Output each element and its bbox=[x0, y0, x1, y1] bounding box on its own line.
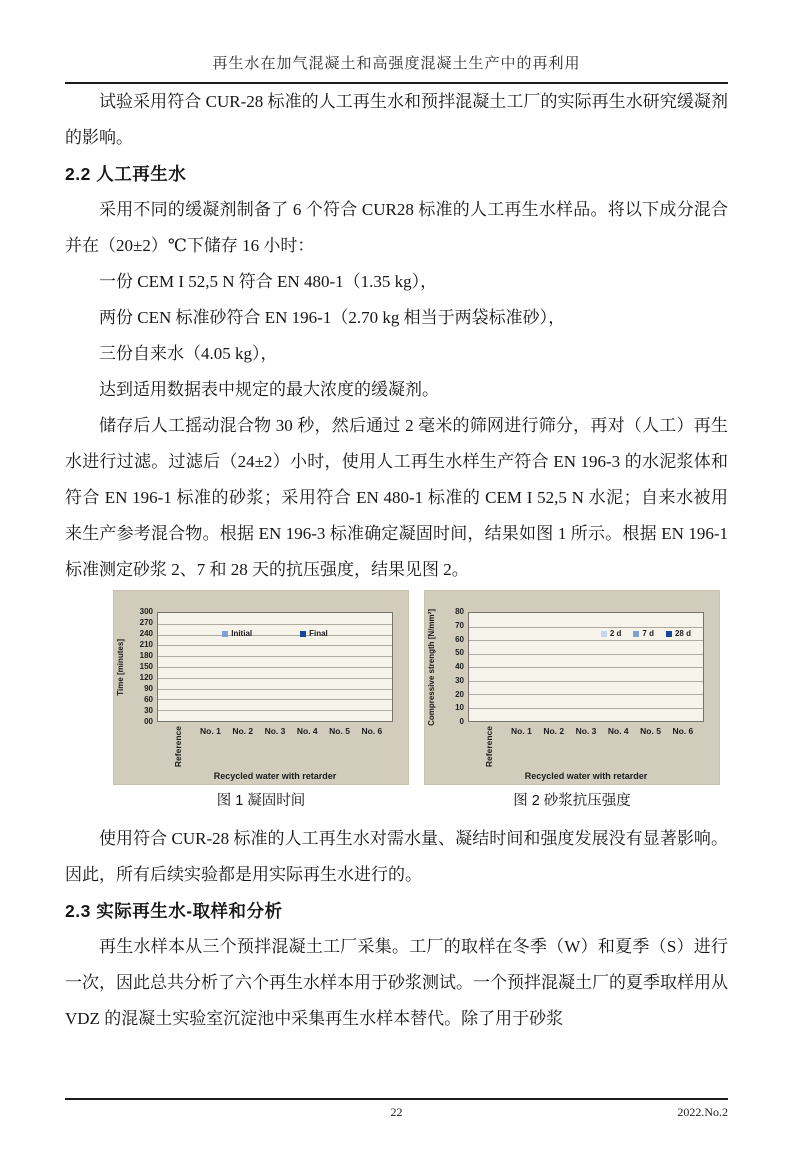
y-tick-label: 0 bbox=[459, 717, 464, 726]
issue-label: 2022.No.2 bbox=[677, 1105, 728, 1119]
figures-row bbox=[113, 590, 728, 785]
storage-paragraph: 储存后人工摇动混合物 30 秒，然后通过 2 毫米的筛网进行筛分，再对（人工）再生水进行过滤。过滤后（24±2）小时，使用人工再生水样生产符合 EN 196-3 的水泥浆体和符合 EN 196-1 标准的砂浆；采用符合 EN 480-1 标准的 CEM I 52,5 N 水泥；自来水被用来生产参考混合物。根据 EN 196-3 标准确定凝固时间，结果如图 1 所示。根据 EN 196-1 标准测定砂浆 2、7 和 28 天的抗压强度，结果见图 2。 bbox=[65, 416, 728, 579]
x-category-text: No. 4 bbox=[607, 726, 629, 736]
legend-label: 7 d bbox=[642, 629, 654, 638]
x-category-text: Reference bbox=[173, 726, 184, 768]
figure-2-compressive-strength-chart bbox=[424, 590, 720, 785]
figure-2-caption: 图 2 砂浆抗压强度 bbox=[513, 793, 631, 809]
page-footer bbox=[65, 1098, 728, 1124]
figure-1-setting-time-chart bbox=[113, 590, 409, 785]
section-heading-2-2: 2.2 人工再生水 bbox=[65, 164, 187, 184]
y-tick-label: 240 bbox=[139, 629, 153, 638]
y-tick-label: 30 bbox=[144, 706, 153, 715]
y-tick-label: 90 bbox=[144, 684, 153, 693]
y-tick-label: 80 bbox=[455, 607, 464, 616]
y-tick-label: 60 bbox=[455, 634, 464, 644]
article-body bbox=[65, 84, 728, 1037]
figure-1-caption: 图 1 凝固时间 bbox=[216, 793, 306, 809]
legend-label: 28 d bbox=[674, 629, 691, 638]
y-tick-label: 180 bbox=[139, 651, 153, 660]
y-tick-label: 150 bbox=[139, 662, 153, 671]
x-category-text: No. 2 bbox=[232, 726, 254, 736]
y-tick-label: 120 bbox=[139, 673, 153, 682]
x-category-text: No. 5 bbox=[329, 726, 350, 736]
x-category-text: No. 1 bbox=[200, 726, 221, 736]
y-tick-label: 10 bbox=[455, 703, 464, 713]
y-tick-label: 50 bbox=[455, 648, 464, 658]
y-axis-label-text: Time [minutes] bbox=[116, 638, 125, 696]
legend-label: Initial bbox=[231, 629, 253, 638]
intro-paragraph: 试验采用符合 CUR-28 标准的人工再生水和预拌混凝土工厂的实际再生水研究缓凝剂的影响。 bbox=[65, 92, 728, 147]
y-tick-label: 300 bbox=[139, 607, 153, 616]
prepare-paragraph: 采用不同的缓凝剂制备了 6 个符合 CUR28 标准的人工再生水样品。将以下成分混合并在（20±2）℃下储存 16 小时： bbox=[65, 200, 728, 255]
bars-container bbox=[158, 613, 392, 721]
document-page bbox=[0, 52, 793, 1174]
x-category-text: No. 3 bbox=[264, 726, 286, 736]
y-tick-label: 30 bbox=[455, 675, 464, 685]
page-number: 22 bbox=[390, 1105, 403, 1119]
x-category-text: No. 5 bbox=[640, 726, 661, 736]
x-category-text: No. 6 bbox=[361, 726, 383, 736]
figure-captions-row bbox=[113, 791, 728, 811]
ingredient-line-cement: 一份 CEM I 52,5 N 符合 EN 480-1（1.35 kg）， bbox=[99, 272, 438, 291]
x-category-text: Reference bbox=[484, 726, 495, 768]
section-heading-2-3: 2.3 实际再生水-取样和分析 bbox=[65, 901, 283, 921]
x-category-text: No. 6 bbox=[672, 726, 694, 736]
x-category-text: No. 4 bbox=[296, 726, 318, 736]
ingredient-line-water: 三份自来水（4.05 kg）， bbox=[99, 344, 278, 363]
x-category-text: No. 3 bbox=[575, 726, 597, 736]
x-category-text: No. 1 bbox=[511, 726, 532, 736]
y-tick-label: 210 bbox=[139, 640, 153, 649]
bars-container bbox=[469, 613, 703, 721]
ingredient-line-retarder: 达到适用数据表中规定的最大浓度的缓凝剂。 bbox=[99, 380, 439, 399]
legend-label: Final bbox=[309, 629, 328, 638]
y-tick-label: 60 bbox=[144, 695, 153, 704]
x-category-text: No. 2 bbox=[543, 726, 565, 736]
y-axis-label-text: Compressive strength [N/mm²] bbox=[427, 608, 436, 726]
plot-area bbox=[468, 612, 704, 722]
ingredient-line-sand: 两份 CEN 标准砂符合 EN 196-1（2.70 kg 相当于两袋标准砂）， bbox=[99, 308, 566, 327]
y-tick-label: 00 bbox=[144, 717, 153, 726]
page-header-title: 再生水在加气混凝土和高强度混凝土生产中的再利用 bbox=[65, 52, 728, 84]
legend-label: 2 d bbox=[609, 629, 622, 638]
x-axis-label: Recycled water with retarder bbox=[524, 771, 648, 781]
y-tick-label: 270 bbox=[139, 618, 153, 627]
sampling-paragraph: 再生水样本从三个预拌混凝土工厂采集。工厂的取样在冬季（W）和夏季（S）进行一次，因此总共分析了六个再生水样本用于砂浆测试。一个预拌混凝土厂的夏季取样用从 VDZ 的混凝土实验室沉淀池中采集再生水样本替代。除了用于砂浆 bbox=[65, 937, 728, 1028]
y-tick-label: 40 bbox=[455, 662, 464, 671]
y-tick-label: 20 bbox=[455, 689, 464, 699]
y-tick-label: 70 bbox=[455, 620, 464, 630]
x-axis-label: Recycled water with retarder bbox=[213, 771, 337, 781]
result-paragraph: 使用符合 CUR-28 标准的人工再生水对需水量、凝结时间和强度发展没有显著影响。因此，所有后续实验都是用实际再生水进行的。 bbox=[65, 829, 728, 884]
plot-area bbox=[157, 612, 393, 722]
